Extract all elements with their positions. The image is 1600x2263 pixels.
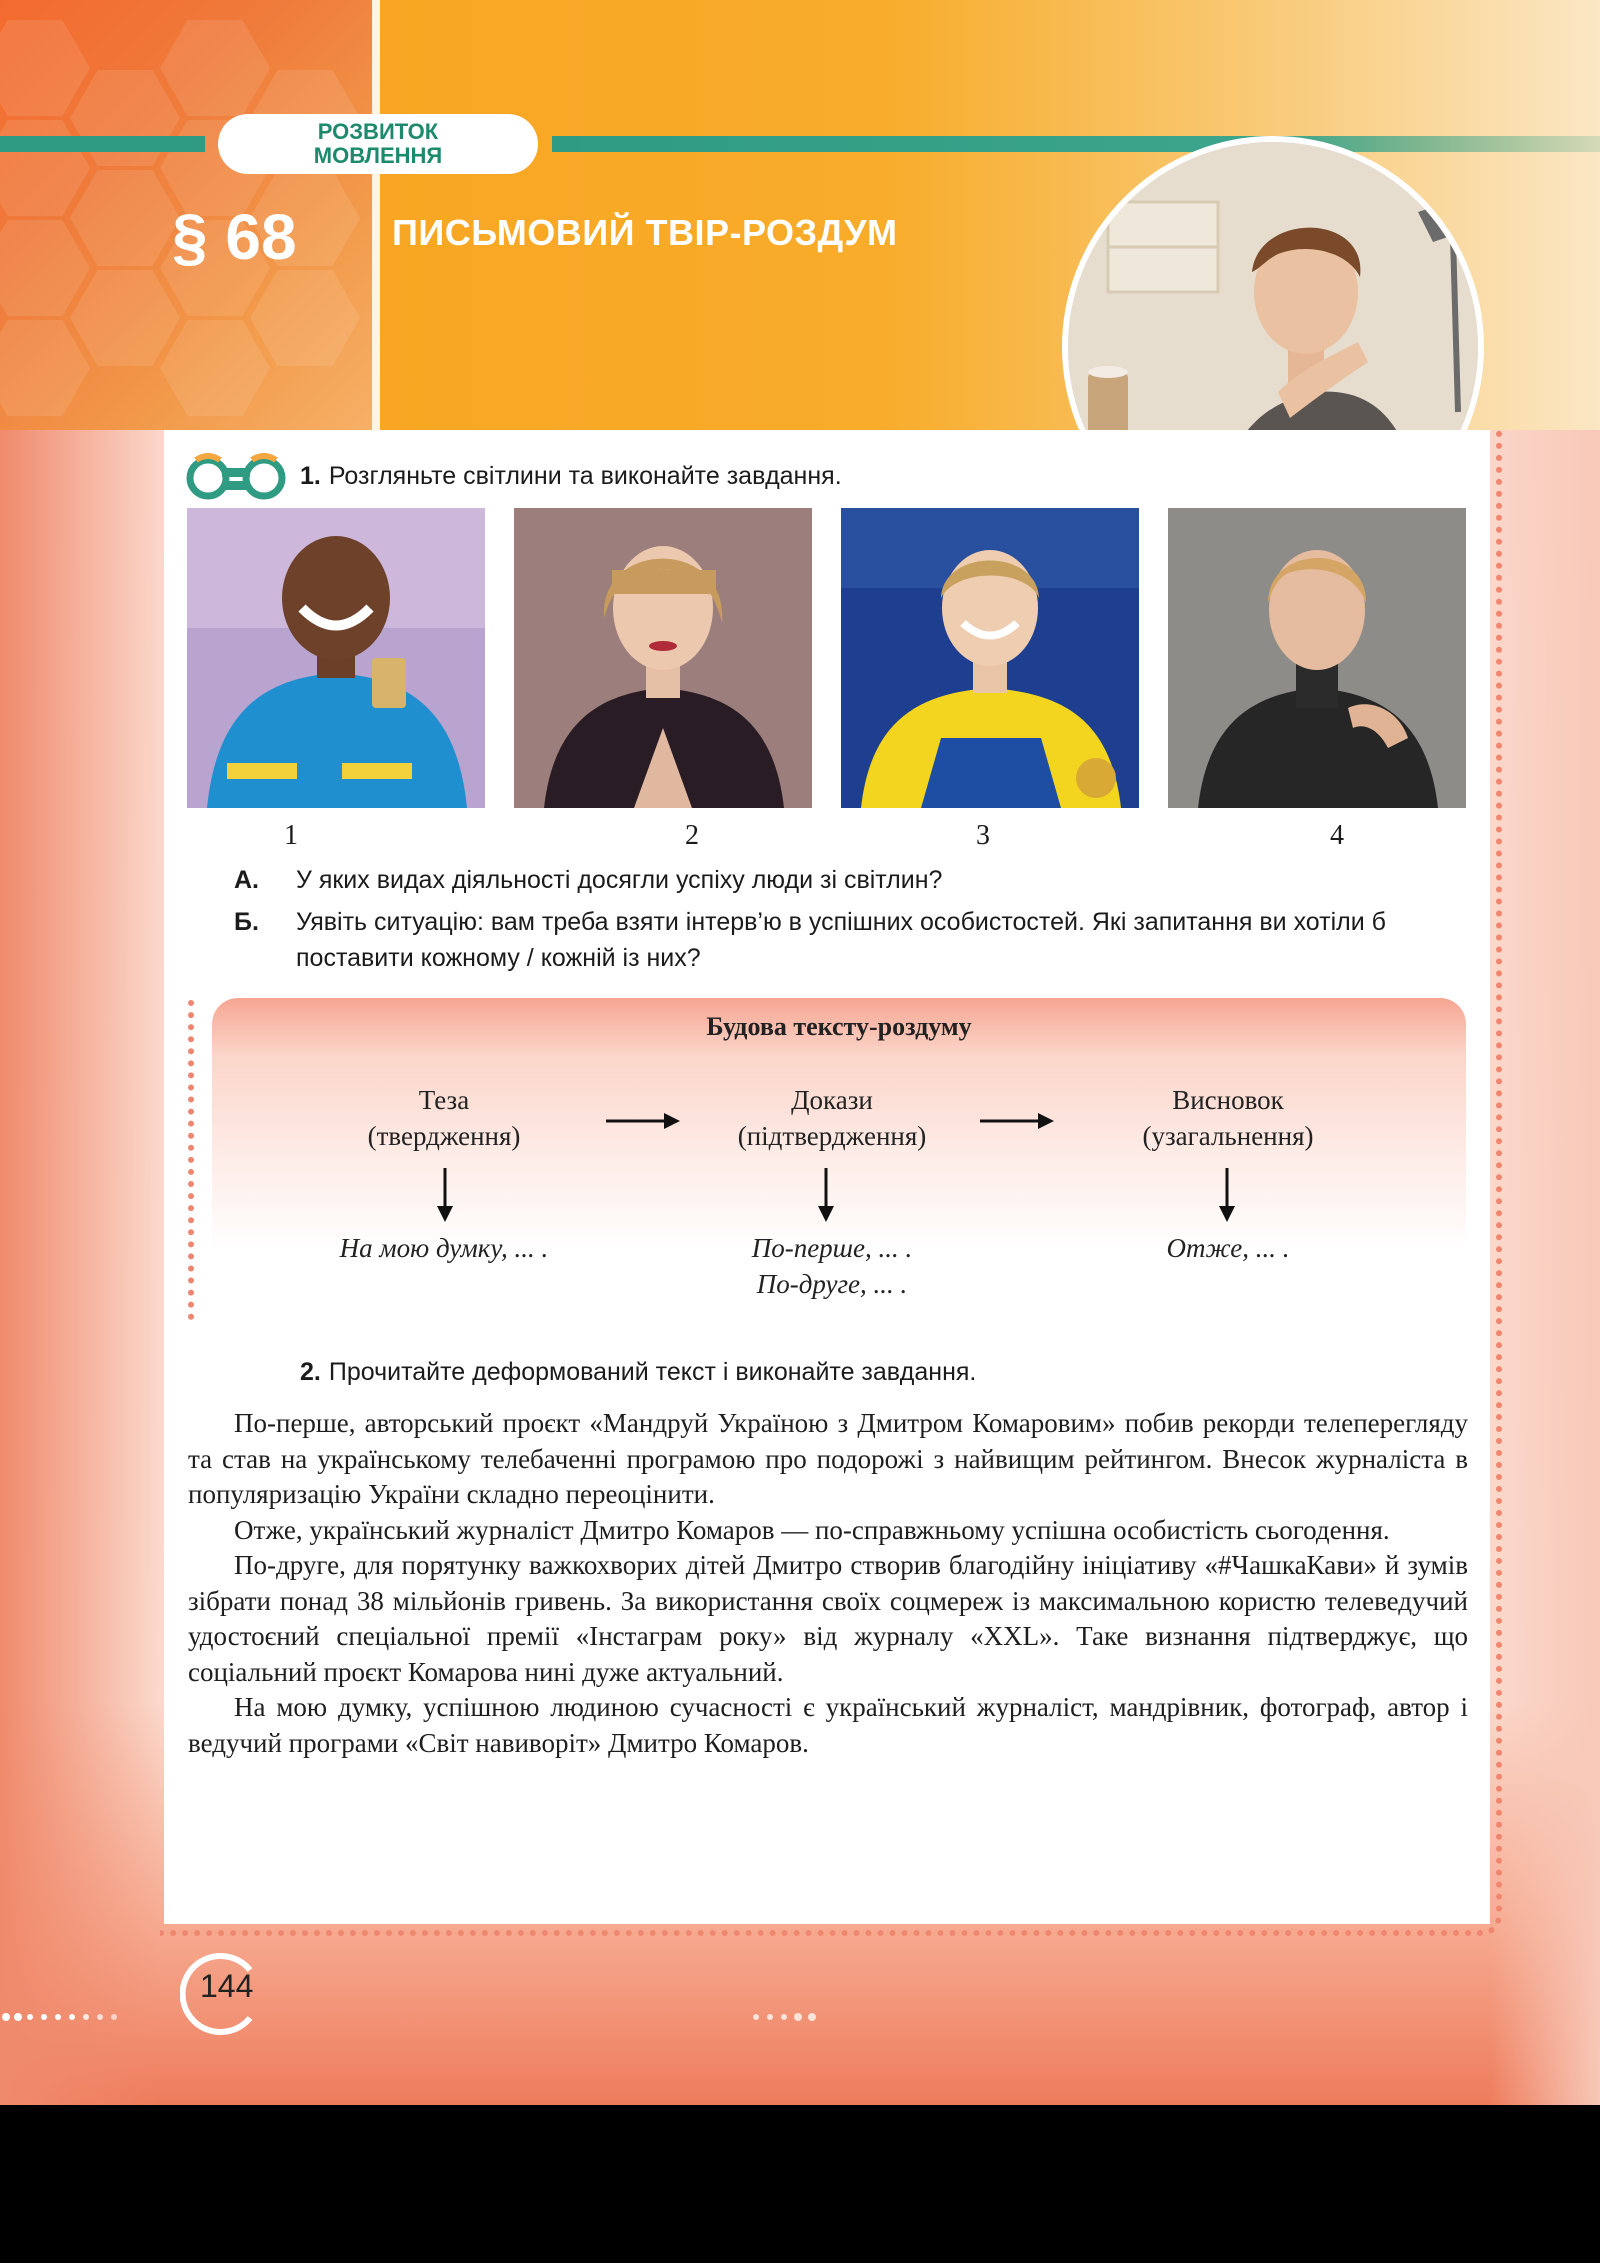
page-left-gradient [0, 430, 160, 2105]
chapter-header [0, 0, 1600, 430]
photo-number-1: 1 [284, 820, 298, 851]
text-paragraph: На мою думку, успішною людиною сучасності є український журналіст, мандрівник, фотограф, автор і ведучий програми «Світ навиворіт» Дмитро Комаров. [188, 1692, 1468, 1758]
scheme-dotted-line [188, 1000, 202, 1320]
question-a [234, 862, 1434, 898]
page-right-gradient [1490, 430, 1600, 2105]
text-paragraph: По-перше, авторський проєкт «Мандруй Україною з Дмитром Комаровим» побив рекорди телеперегляду та став на українському телебаченні програмою про подорожі з найвищим рейтингом. Внесок журналіста в популяризацію України складно переоцінити. [188, 1408, 1468, 1509]
binoculars-icon [186, 452, 286, 500]
scheme-thesis [326, 1082, 562, 1154]
scheme-conclusion-sub: (узагальнення) [1142, 1121, 1314, 1151]
task-1-number: 1. [300, 462, 321, 490]
scheme-proofs-sub: (підтвердження) [737, 1121, 927, 1151]
question-b [234, 904, 1434, 976]
proofs-phrase-1: По-перше, ... . [751, 1233, 913, 1263]
task-1-heading [300, 462, 842, 491]
section-badge [218, 114, 538, 174]
question-a-letter: А. [234, 866, 259, 894]
badge-line-2: МОВЛЕННЯ [313, 143, 443, 168]
photo-number-4: 4 [1330, 820, 1344, 851]
conclusion-phrase-1: Отже, ... . [1166, 1233, 1290, 1263]
arrow-down-icon [430, 1166, 460, 1226]
green-stripe-right [552, 136, 1600, 152]
photo-journalist [1168, 508, 1466, 808]
text-structure-scheme [212, 998, 1466, 1316]
arrow-right-icon [978, 1106, 1058, 1136]
text-paragraph: По-друге, для порятунку важкохворих дітей Дмитро створив благодійну ініціативу «#ЧашкаКави» й зумів зібрати понад 38 мільйонів гривень. За використання своїх соцмереж із максимальною користю телеведучий удостоєний спеціальної премії «Інстаграм року» від журналу «XXL». Таке визнання підтверджує, що соціальний проєкт Комарова нині дуже актуальний. [188, 1550, 1468, 1687]
text-paragraph: Отже, український журналіст Дмитро Комаров — по-справжньому успішна особистість сьогодення. [234, 1514, 1390, 1545]
photo-wrestler [187, 508, 485, 808]
scheme-proofs-phrase [686, 1230, 978, 1302]
scheme-conclusion-phrase [1092, 1230, 1364, 1266]
scheme-thesis-sub: (твердження) [367, 1121, 521, 1151]
proofs-phrase-2: По-друге, ... . [756, 1269, 908, 1299]
question-b-text: Уявіть ситуацію: вам треба взяти інтерв’ю в успішних особистостей. Які запитання ви хотіли б поставити кожному / кожній із них? [296, 908, 1386, 972]
scheme-thesis-label: Теза [418, 1085, 470, 1115]
deformed-text [188, 1406, 1468, 1761]
task-1-text: Розгляньте світлини та виконайте завдання. [328, 462, 842, 490]
arrow-down-icon [1212, 1166, 1242, 1226]
green-stripe-left [0, 136, 205, 152]
scheme-conclusion [1092, 1082, 1364, 1154]
header-divider [372, 0, 380, 430]
page-number: 144 [200, 1968, 254, 2004]
arrow-down-icon [811, 1166, 841, 1226]
question-a-text: У яких видах діяльності досягли успіху люди зі світлин? [296, 866, 943, 894]
task-2-number: 2. [300, 1358, 321, 1386]
scheme-proofs-label: Докази [791, 1085, 873, 1115]
photo-fencer [841, 508, 1139, 808]
arrow-right-icon [604, 1106, 684, 1136]
photo-number-2: 2 [685, 820, 699, 851]
photo-number-3: 3 [976, 820, 990, 851]
photo-singer [514, 508, 812, 808]
scheme-conclusion-label: Висновок [1172, 1085, 1284, 1115]
section-number: § 68 [172, 201, 297, 273]
section-title: ПИСЬМОВИЙ ТВІР-РОЗДУМ [392, 212, 898, 253]
task-2-heading [300, 1358, 976, 1387]
question-b-letter: Б. [234, 908, 259, 936]
scheme-title: Будова тексту-роздуму [706, 1012, 972, 1041]
task-2-text: Прочитайте деформований текст і виконайте завдання. [328, 1358, 977, 1386]
scheme-thesis-phrase [308, 1230, 580, 1266]
scheme-proofs [686, 1082, 978, 1154]
badge-line-1: РОЗВИТОК [317, 119, 439, 144]
thesis-phrase-1: На мою думку, ... . [339, 1233, 549, 1263]
page-dots-decoration [0, 2012, 830, 2022]
